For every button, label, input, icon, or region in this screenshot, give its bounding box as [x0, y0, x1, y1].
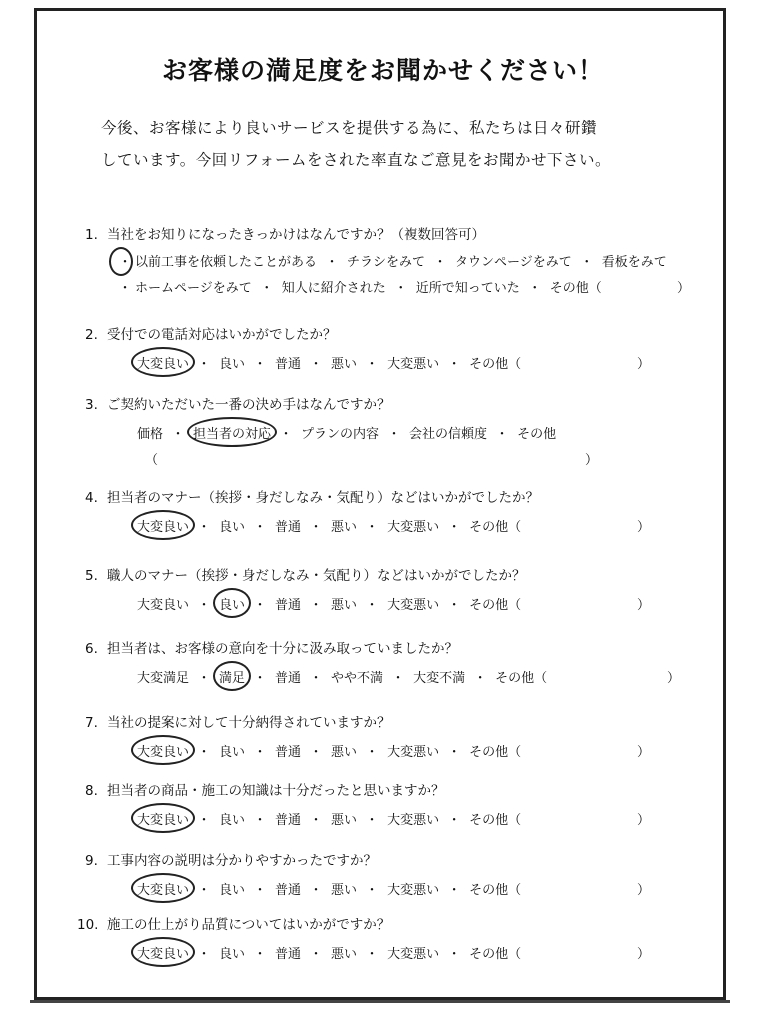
options-row — [137, 879, 521, 898]
option-separator: ・ — [260, 281, 274, 296]
option-separator: ・ — [309, 813, 323, 828]
option-separator: ・ — [433, 255, 447, 270]
close-paren: ） — [637, 947, 651, 962]
option-separator: ・ — [447, 598, 461, 613]
option-3-3[interactable]: プランの内容 — [301, 427, 380, 442]
question-number: 6. — [85, 641, 98, 657]
option-9-3[interactable]: 普通 — [275, 883, 302, 898]
option-7-6[interactable]: その他（ — [469, 745, 522, 760]
option-separator: ・ — [394, 281, 408, 296]
option-9-4[interactable]: 悪い — [331, 883, 358, 898]
question-text — [85, 393, 391, 413]
option-separator: ・ — [253, 520, 267, 535]
option-separator: ・ — [365, 813, 379, 828]
option-7-3[interactable]: 普通 — [275, 745, 302, 760]
option-5-1[interactable]: 大変良い — [137, 598, 190, 613]
option-separator: ・ — [253, 883, 267, 898]
option-separator: ・ — [447, 947, 461, 962]
close-paren: ） — [677, 281, 691, 296]
option-separator: ・ — [309, 947, 323, 962]
option-10-6[interactable]: その他（ — [469, 947, 522, 962]
open-paren: （ — [145, 453, 159, 468]
option-5-6[interactable]: その他（ — [469, 598, 522, 613]
question-text — [85, 779, 445, 799]
option-separator: ・ — [365, 883, 379, 898]
options-row — [137, 423, 556, 442]
close-paren: ） — [637, 883, 651, 898]
option-separator: ・ — [447, 883, 461, 898]
option-7-2[interactable]: 良い — [219, 745, 246, 760]
options-row — [137, 741, 521, 760]
option-separator: ・ — [495, 427, 509, 442]
question-label: 施工の仕上がり品質についてはいかがですか？ — [107, 917, 391, 933]
option-9-1[interactable]: 大変良い — [137, 879, 189, 898]
option-separator: ・ — [528, 281, 542, 296]
question-label: 受付での電話対応はいかがでしたか？ — [107, 327, 337, 343]
close-paren: ） — [637, 357, 651, 372]
question-number: 1. — [85, 227, 98, 243]
intro-line-1: 今後、お客様により良いサービスを提供する為に、私たちは日々研鑽 — [101, 119, 598, 137]
option-separator: ・ — [309, 520, 323, 535]
option-separator: ・ — [447, 813, 461, 828]
option-2-6[interactable]: その他（ — [469, 357, 522, 372]
option-9-5[interactable]: 大変悪い — [387, 883, 440, 898]
option-1-3[interactable]: タウンページをみて — [455, 255, 572, 270]
option-separator: ・ — [197, 671, 211, 686]
question-label: 当社をお知りになったきっかけはなんですか？（複数回答可） — [107, 227, 485, 243]
question-label: 工事内容の説明は分かりやすかったですか？ — [107, 853, 377, 869]
selected-circle-mark — [131, 735, 195, 765]
options-row — [137, 809, 521, 828]
option-1-5[interactable]: ホームページをみて — [135, 281, 252, 296]
options-row-1 — [115, 251, 667, 270]
close-paren: ） — [637, 598, 651, 613]
question-label: 担当者は、お客様の意向を十分に汲み取っていましたか？ — [107, 641, 458, 657]
option-4-4[interactable]: 悪い — [331, 520, 358, 535]
option-separator: ・ — [253, 357, 267, 372]
option-separator: ・ — [118, 281, 132, 296]
option-1-4[interactable]: 看板をみて — [601, 255, 667, 270]
survey-sheet — [34, 8, 726, 1000]
question-text — [85, 711, 391, 731]
option-6-1[interactable]: 大変満足 — [137, 671, 190, 686]
options-row-2 — [115, 277, 602, 296]
option-4-3[interactable]: 普通 — [275, 520, 302, 535]
question-text — [85, 637, 458, 657]
question-number: 10. — [77, 917, 99, 933]
option-4-2[interactable]: 良い — [219, 520, 246, 535]
option-1-8[interactable]: その他（ — [549, 281, 602, 296]
option-3-2[interactable]: 担当者の対応 — [193, 423, 271, 442]
option-6-6[interactable]: その他（ — [495, 671, 548, 686]
option-separator: ・ — [197, 520, 211, 535]
option-separator: ・ — [365, 745, 379, 760]
option-separator: ・ — [387, 427, 401, 442]
option-separator: ・ — [365, 947, 379, 962]
question-text — [85, 323, 337, 343]
question-number: 5. — [85, 568, 98, 584]
close-paren: ） — [667, 671, 681, 686]
option-1-2[interactable]: チラシをみて — [347, 255, 426, 270]
option-8-4[interactable]: 悪い — [331, 813, 358, 828]
option-separator: ・ — [309, 883, 323, 898]
question-text — [77, 913, 390, 933]
option-separator: ・ — [253, 671, 267, 686]
close-paren: ） — [637, 745, 651, 760]
option-9-2[interactable]: 良い — [219, 883, 246, 898]
question-number: 8. — [85, 783, 98, 799]
option-8-3[interactable]: 普通 — [275, 813, 302, 828]
option-6-5[interactable]: 大変不満 — [413, 671, 466, 686]
intro-line-2: しています。今回リフォームをされた率直なご意見をお聞かせ下さい。 — [101, 151, 611, 169]
option-separator: ・ — [279, 427, 293, 442]
option-7-1[interactable]: 大変良い — [137, 741, 189, 760]
option-4-5[interactable]: 大変悪い — [387, 520, 440, 535]
close-paren: ） — [637, 813, 651, 828]
option-7-4[interactable]: 悪い — [331, 745, 358, 760]
option-10-1[interactable]: 大変良い — [137, 943, 189, 962]
selected-circle-mark — [131, 873, 195, 903]
option-2-4[interactable]: 悪い — [331, 357, 358, 372]
options-row — [137, 353, 521, 372]
option-separator: ・ — [365, 357, 379, 372]
option-separator: ・ — [447, 745, 461, 760]
option-separator: ・ — [580, 255, 594, 270]
option-separator: ・ — [171, 427, 185, 442]
option-2-5[interactable]: 大変悪い — [387, 357, 440, 372]
option-6-2[interactable]: 満足 — [219, 667, 245, 686]
question-number: 7. — [85, 715, 98, 731]
question-number: 4. — [85, 490, 98, 506]
option-8-1[interactable]: 大変良い — [137, 809, 189, 828]
selected-circle-mark — [131, 347, 195, 377]
option-separator: ・ — [473, 671, 487, 686]
option-2-1[interactable]: 大変良い — [137, 353, 189, 372]
option-10-4[interactable]: 悪い — [331, 947, 358, 962]
option-6-4[interactable]: やや不満 — [331, 671, 384, 686]
option-separator: ・ — [253, 745, 267, 760]
option-10-3[interactable]: 普通 — [275, 947, 302, 962]
option-5-4[interactable]: 悪い — [331, 598, 358, 613]
option-separator: ・ — [309, 745, 323, 760]
option-separator: ・ — [197, 883, 211, 898]
option-10-2[interactable]: 良い — [219, 947, 246, 962]
option-1-6[interactable]: 知人に紹介された — [281, 281, 386, 296]
option-1-7[interactable]: 近所で知っていた — [415, 281, 520, 296]
selected-circle-mark — [131, 937, 195, 967]
option-5-2[interactable]: 良い — [219, 594, 245, 613]
question-label: 当社の提案に対して十分納得されていますか？ — [107, 715, 391, 731]
option-separator: ・ — [197, 813, 211, 828]
option-4-1[interactable]: 大変良い — [137, 516, 189, 535]
option-5-5[interactable]: 大変悪い — [387, 598, 440, 613]
option-1-1[interactable]: 以前工事を依頼したことがある — [135, 251, 317, 270]
selected-circle-mark — [131, 803, 195, 833]
close-paren: ） — [637, 520, 651, 535]
question-label: ご契約いただいた一番の決め手はなんですか？ — [107, 397, 391, 413]
question-text — [85, 564, 526, 584]
page-edge-divider — [30, 1000, 730, 1003]
option-9-6[interactable]: その他（ — [469, 883, 522, 898]
options-row — [137, 594, 521, 613]
option-10-5[interactable]: 大変悪い — [387, 947, 440, 962]
option-separator: ・ — [365, 520, 379, 535]
option-separator: ・ — [253, 947, 267, 962]
question-text — [85, 849, 377, 869]
close-paren: ） — [585, 453, 599, 468]
option-4-6[interactable]: その他（ — [469, 520, 522, 535]
option-separator: ・ — [447, 520, 461, 535]
option-separator: ・ — [253, 598, 267, 613]
options-row — [137, 516, 521, 535]
option-7-5[interactable]: 大変悪い — [387, 745, 440, 760]
option-separator: ・ — [309, 357, 323, 372]
page-title: お客様の満足度をお聞かせください！ — [161, 56, 604, 85]
option-3-4[interactable]: 会社の信頼度 — [409, 427, 488, 442]
option-8-2[interactable]: 良い — [219, 813, 246, 828]
option-separator: ・ — [365, 598, 379, 613]
option-separator: ・ — [253, 813, 267, 828]
question-number: 9. — [85, 853, 98, 869]
option-8-5[interactable]: 大変悪い — [387, 813, 440, 828]
option-separator: ・ — [118, 255, 132, 270]
question-label: 担当者の商品・施工の知識は十分だったと思いますか？ — [107, 783, 445, 799]
option-separator: ・ — [447, 357, 461, 372]
option-3-5[interactable]: その他 — [517, 427, 557, 442]
question-number: 2. — [85, 327, 98, 343]
question-text — [85, 223, 485, 243]
option-5-3[interactable]: 普通 — [275, 598, 302, 613]
option-separator: ・ — [309, 598, 323, 613]
selected-circle-mark — [187, 417, 277, 447]
option-2-3[interactable]: 普通 — [275, 357, 302, 372]
options-row — [137, 667, 547, 686]
option-separator: ・ — [197, 598, 211, 613]
question-text — [85, 486, 539, 506]
option-separator: ・ — [197, 947, 211, 962]
option-separator: ・ — [391, 671, 405, 686]
selected-circle-mark — [131, 510, 195, 540]
option-separator: ・ — [309, 671, 323, 686]
option-separator: ・ — [197, 745, 211, 760]
question-number: 3. — [85, 397, 98, 413]
options-row — [137, 943, 521, 962]
question-label: 職人のマナー（挨拶・身だしなみ・気配り）などはいかがでしたか？ — [107, 568, 526, 584]
option-6-3[interactable]: 普通 — [275, 671, 302, 686]
option-separator: ・ — [325, 255, 339, 270]
option-2-2[interactable]: 良い — [219, 357, 246, 372]
option-8-6[interactable]: その他（ — [469, 813, 522, 828]
option-3-1[interactable]: 価格 — [137, 427, 164, 442]
question-label: 担当者のマナー（挨拶・身だしなみ・気配り）などはいかがでしたか？ — [107, 490, 539, 506]
option-separator: ・ — [197, 357, 211, 372]
